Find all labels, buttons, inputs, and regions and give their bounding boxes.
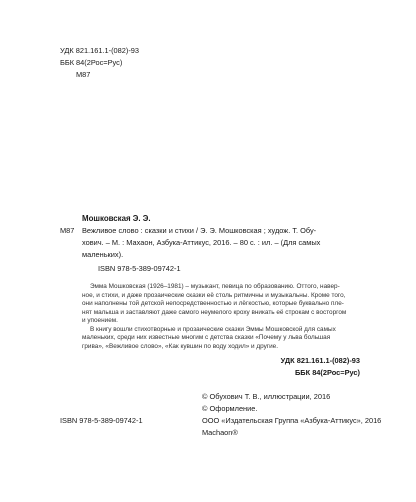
copyright-publisher: ООО «Издательская Группа «Азбука-Аттикус», 2016 [202,416,382,425]
author-heading: Мошковская Э. Э. [82,214,151,223]
annotation-line: грива», «Вежливое слово», «Как кувшин по воду ходил» и другие. [82,342,279,350]
isbn-bottom: ISBN 978-5-389-09742-1 [60,416,143,425]
annotation-line: ное, и стихи, и даже прозаические сказки её столь ритмичны и музыкальны. Кроме того, [82,291,346,299]
publisher-imprint: Machaon® [202,428,238,437]
udk-code: УДК 821.161.1-(082)-93 [60,46,140,55]
record-author-mark: М87 [60,226,75,235]
author-mark: М87 [76,70,91,79]
annotation-line: и упоением. [82,317,118,324]
bbk-code: ББК 84(2Рос=Рус) [60,58,123,67]
annotation [82,283,372,351]
isbn-record: ISBN 978-5-389-09742-1 [98,264,181,273]
bbk-code-bold: ББК 84(2Рос=Рус) [295,368,360,377]
copyright-illustrations: © Обухович Т. В., иллюстрации, 2016 [202,392,331,401]
annotation-line: Эмма Мошковская (1926–1981) – музыкант, певица по образованию. Оттого, навер- [90,283,340,290]
annotation-line: нят малыша и заставляют даже самого неумелого кроху вникать её строкам с восторгом [82,308,347,316]
udk-code-bold: УДК 821.161.1-(082)-93 [280,356,360,365]
annotation-line: они наполнены той детской непосредственностью и лёгкостью, которые буквально пле- [82,300,344,307]
copyright-design: © Оформление. [202,404,258,413]
annotation-line: маленьких, среди них известные многим с детства сказки «Почему у льва большая [82,334,331,341]
description-line-1: Вежливое слово : сказки и стихи / Э. Э. Мошковская ; худож. Т. Обу- [82,226,317,235]
annotation-line: В книгу вошли стихотворные и прозаические сказки Эммы Мошковской для самых [90,325,336,333]
description-line-2: хович. – М. : Махаон, Азбука-Аттикус, 2016. – 80 с. : ил. – (Для самых [82,238,321,247]
description-line-3: маленьких). [82,250,124,259]
